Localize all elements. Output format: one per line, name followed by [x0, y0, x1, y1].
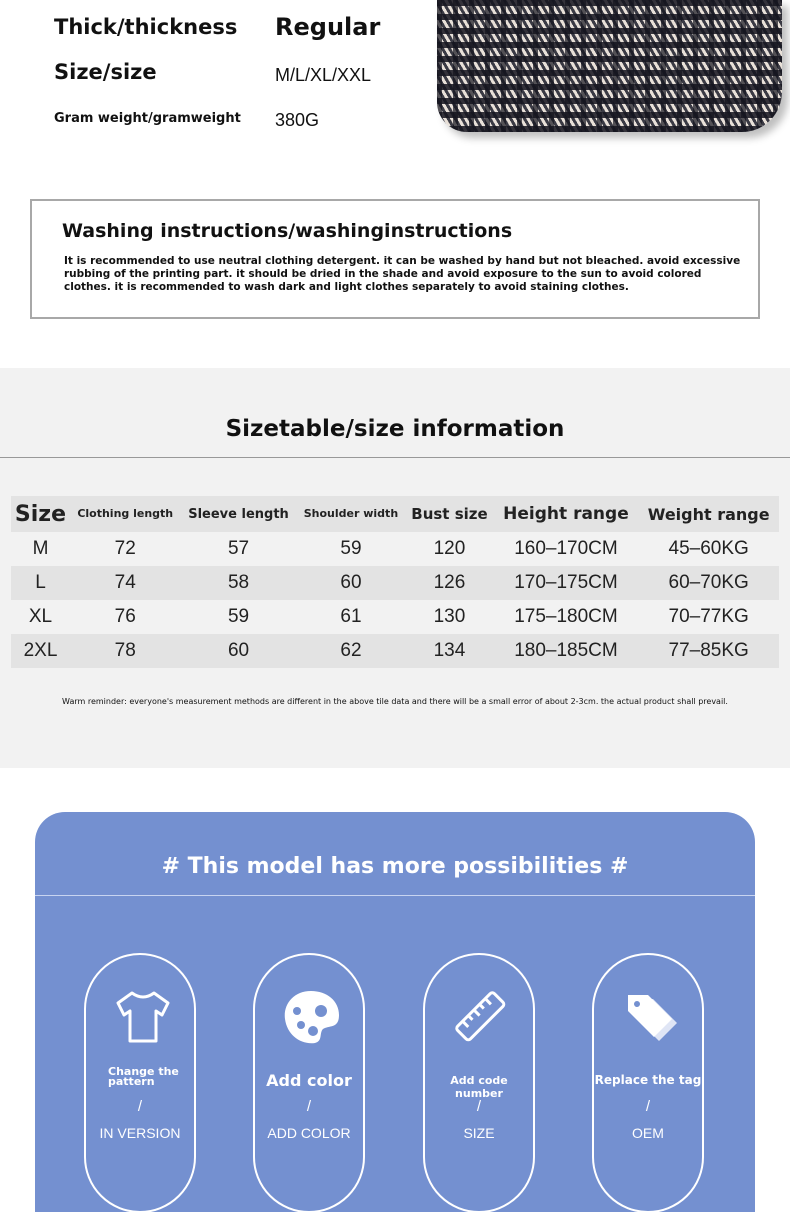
table-cell: 170–175CM: [494, 566, 639, 600]
divider: [35, 895, 755, 896]
option-label: Add code number: [450, 1074, 508, 1100]
possibilities-title: # This model has more possibilities #: [161, 854, 629, 879]
washing-title: Washing instructions/washinginstructions: [62, 220, 513, 242]
table-cell: 180–185CM: [494, 634, 639, 668]
table-row: [11, 634, 779, 668]
palette-icon: [281, 987, 341, 1047]
table-cell: 72: [114, 538, 136, 559]
size-table: [11, 496, 779, 668]
size-reminder: Warm reminder: everyone's measurement methods are different in the above tile data and there will be a small error of about 2-3cm. the actual product shall prevail.: [62, 697, 728, 706]
spec-value-thickness: Regular: [275, 13, 381, 41]
table-cell: 58: [181, 566, 297, 600]
table-cell: XL: [28, 606, 53, 627]
option-sub: ADD COLOR: [267, 1125, 351, 1141]
washing-text: It is recommended to use neutral clothing detergent. it can be washed by hand but not bleached. avoid excessive rubbing of the printing part. it should be dried in the shade and avoid exposure to the sun to avoid colored clothes. it is recommended to wash dark and light clothes separately to avoid staining clothes.: [64, 255, 741, 293]
table-cell: L: [11, 566, 70, 600]
washing-instructions-box: [30, 199, 760, 319]
table-cell: 76: [114, 606, 136, 627]
table-cell: 126: [405, 566, 493, 600]
table-cell: 130: [433, 606, 466, 627]
option-sub: IN VERSION: [99, 1125, 181, 1141]
table-row: [11, 600, 779, 634]
table-cell: 74: [70, 566, 181, 600]
col-bust-size: Bust size: [405, 496, 493, 532]
divider: [0, 457, 790, 458]
spec-label-size: Size/size: [54, 60, 157, 84]
table-cell: 60: [297, 566, 406, 600]
spec-label-thickness: Thick/thickness: [54, 15, 238, 39]
option-replace-tag: [592, 953, 704, 1213]
option-slash: /: [137, 1098, 143, 1115]
table-cell: 2XL: [11, 634, 70, 668]
col-size: Size: [11, 496, 70, 532]
col-sleeve-length: Sleeve length: [181, 496, 297, 532]
option-sub: OEM: [632, 1125, 664, 1141]
spec-value-size: M/L/XL/XXL: [275, 65, 372, 85]
option-sub: SIZE: [463, 1125, 495, 1141]
ruler-icon: [451, 987, 511, 1047]
jacket-product-image: [437, 0, 782, 132]
table-cell: 120: [433, 538, 466, 559]
col-shoulder-width: Shoulder width: [297, 496, 406, 532]
option-slash: /: [306, 1098, 312, 1115]
table-cell: M: [32, 538, 49, 559]
table-cell: 175–180CM: [514, 606, 618, 627]
option-add-color: [253, 953, 365, 1213]
option-label: Add color: [266, 1071, 352, 1090]
table-cell: 59: [340, 538, 362, 559]
tag-icon: [620, 987, 680, 1047]
spec-label-weight: Gram weight/gramweight: [54, 111, 241, 126]
table-cell: 60: [181, 634, 297, 668]
spec-value-weight: 380G: [275, 110, 320, 130]
size-table-title: Sizetable/size information: [225, 416, 565, 442]
table-cell: 78: [70, 634, 181, 668]
col-clothing-length: Clothing length: [70, 496, 181, 532]
table-cell: 59: [227, 606, 250, 627]
table-row: [11, 566, 779, 600]
option-slash: /: [645, 1098, 651, 1115]
tshirt-icon: [112, 987, 172, 1047]
option-slash: /: [476, 1098, 482, 1115]
table-cell: 57: [227, 538, 250, 559]
table-header-row: [11, 496, 779, 532]
table-row: [11, 532, 779, 566]
table-cell: 62: [297, 634, 406, 668]
option-add-code-number: [423, 953, 535, 1213]
table-cell: 160–170CM: [514, 538, 618, 559]
table-cell: 60–70KG: [638, 566, 779, 600]
option-change-pattern: [84, 953, 196, 1213]
table-cell: 134: [405, 634, 493, 668]
table-cell: 61: [340, 606, 362, 627]
col-weight-range: Weight range: [638, 496, 779, 532]
option-label: Change the pattern: [108, 1065, 179, 1088]
table-cell: 70–77KG: [668, 606, 749, 627]
option-label: Replace the tag: [594, 1073, 702, 1087]
col-height-range: Height range: [494, 496, 639, 532]
table-cell: 77–85KG: [638, 634, 779, 668]
table-cell: 45–60KG: [668, 538, 749, 559]
